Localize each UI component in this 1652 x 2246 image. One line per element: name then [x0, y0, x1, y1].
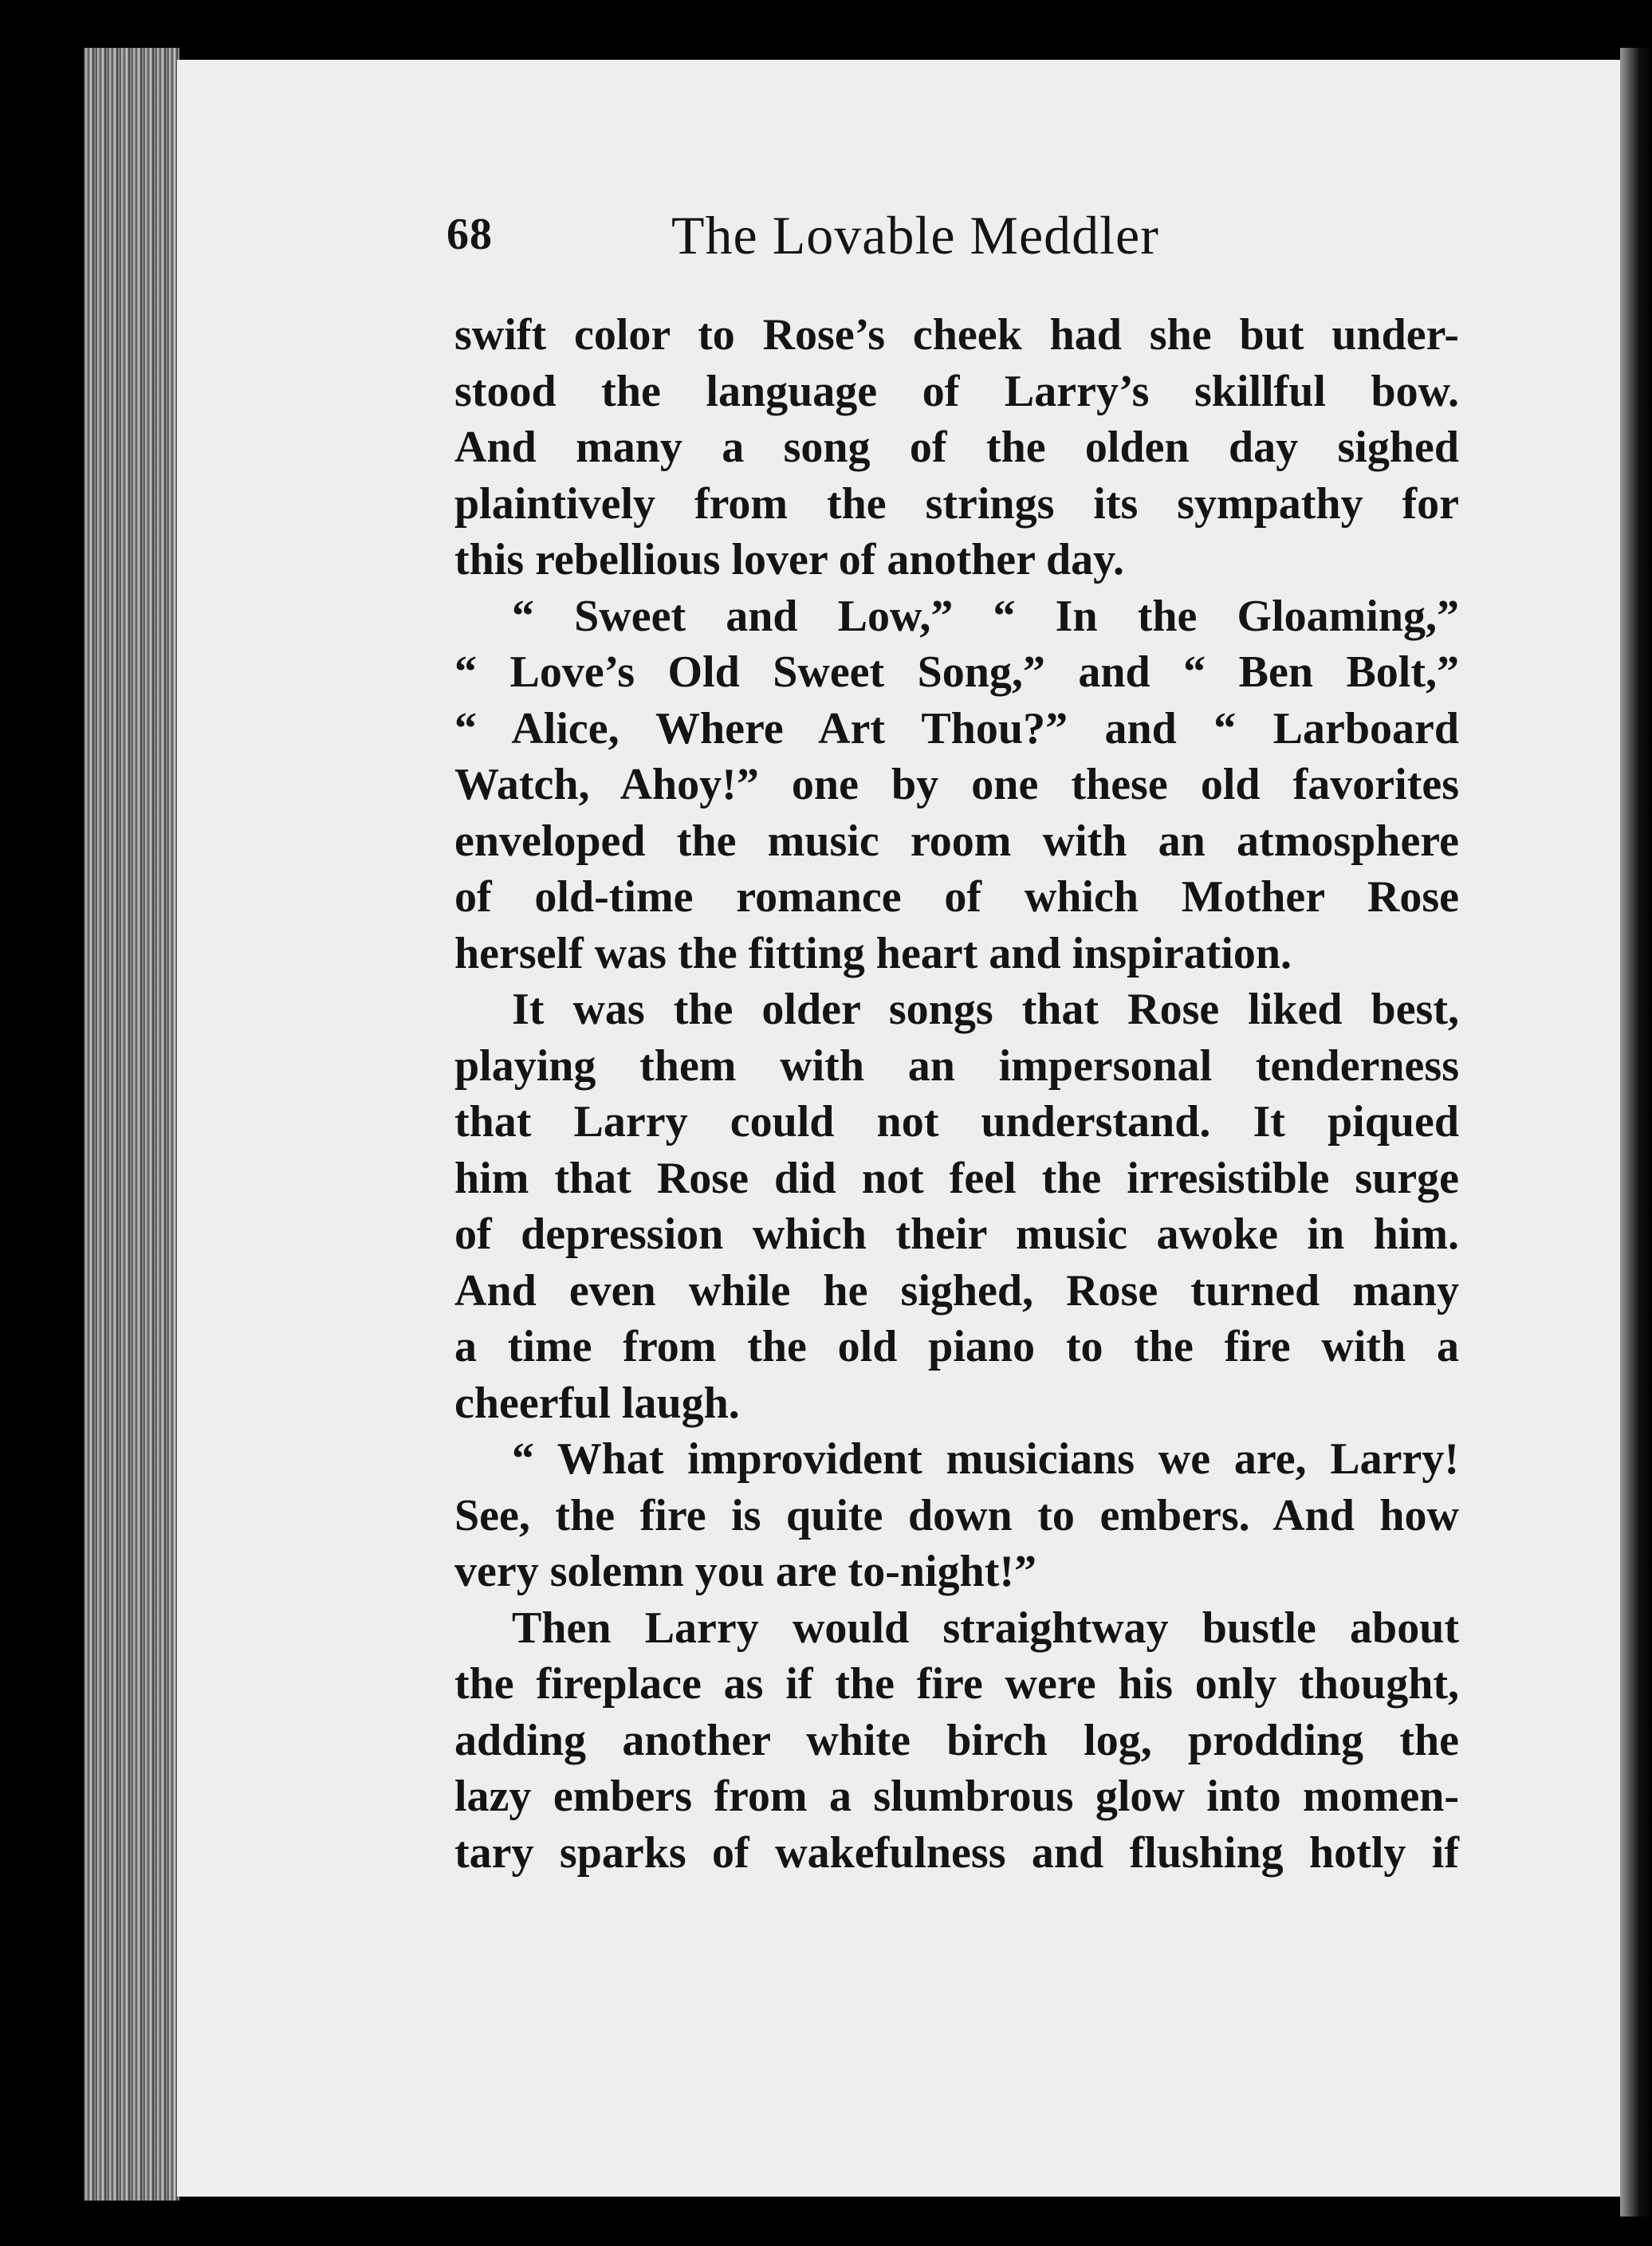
text-line: that Larry could not understand. It piqued — [454, 1097, 1459, 1147]
text-line: enveloped the music room with an atmosphere — [454, 816, 1459, 866]
text-line: of depression which their music awoke in him. — [454, 1210, 1459, 1259]
text-line: And many a song of the olden day sighed — [454, 423, 1459, 472]
text-line: lazy embers from a slumbrous glow into momen- — [454, 1772, 1459, 1821]
text-line: Watch, Ahoy!” one by one these old favorites — [454, 760, 1459, 809]
text-line: And even while he sighed, Rose turned many — [454, 1265, 1459, 1316]
text-line: very solemn you are to-night!” — [454, 1547, 1036, 1596]
book-page-edges — [84, 48, 179, 2201]
text-line: playing them with an impersonal tenderness — [454, 1040, 1459, 1091]
text-line: herself was the fitting heart and inspiration. — [454, 928, 1292, 978]
text-line: “ What improvident musicians we are, Larry! — [512, 1434, 1459, 1484]
text-line: See, the fire is quite down to embers. And how — [454, 1490, 1459, 1540]
page-header — [446, 205, 1244, 273]
text-line: Then Larry would straightway bustle about — [512, 1603, 1459, 1653]
text-line: a time from the old piano to the fire with a — [454, 1322, 1459, 1371]
text-line: “ Sweet and Low,” “ In the Gloaming,” — [512, 591, 1459, 641]
text-line: the fireplace as if the fire were his only thought, — [454, 1659, 1459, 1709]
text-line: “ Alice, Where Art Thou?” and “ Larboard — [454, 703, 1459, 753]
running-title: The Lovable Meddler — [671, 205, 1159, 266]
text-line: swift color to Rose’s cheek had she but under- — [454, 310, 1459, 360]
text-line: It was the older songs that Rose liked best, — [512, 985, 1459, 1034]
text-line: of old-time romance of which Mother Rose — [454, 872, 1459, 922]
text-line: adding another white birch log, prodding the — [454, 1715, 1459, 1765]
text-line: stood the language of Larry’s skillful bow. — [454, 366, 1459, 416]
text-line: cheerful laugh. — [454, 1378, 740, 1428]
text-line: this rebellious lover of another day. — [454, 535, 1125, 584]
binding-shadow — [1620, 48, 1652, 2216]
page-number: 68 — [446, 210, 493, 259]
text-line: tary sparks of wakefulness and flushing hotly if — [454, 1827, 1459, 1878]
body-text — [454, 307, 1459, 1881]
text-line: him that Rose did not feel the irresistible surge — [454, 1153, 1459, 1203]
text-line: plaintively from the strings its sympathy for — [454, 478, 1459, 529]
text-line: “ Love’s Old Sweet Song,” and “ Ben Bolt,” — [454, 647, 1459, 697]
